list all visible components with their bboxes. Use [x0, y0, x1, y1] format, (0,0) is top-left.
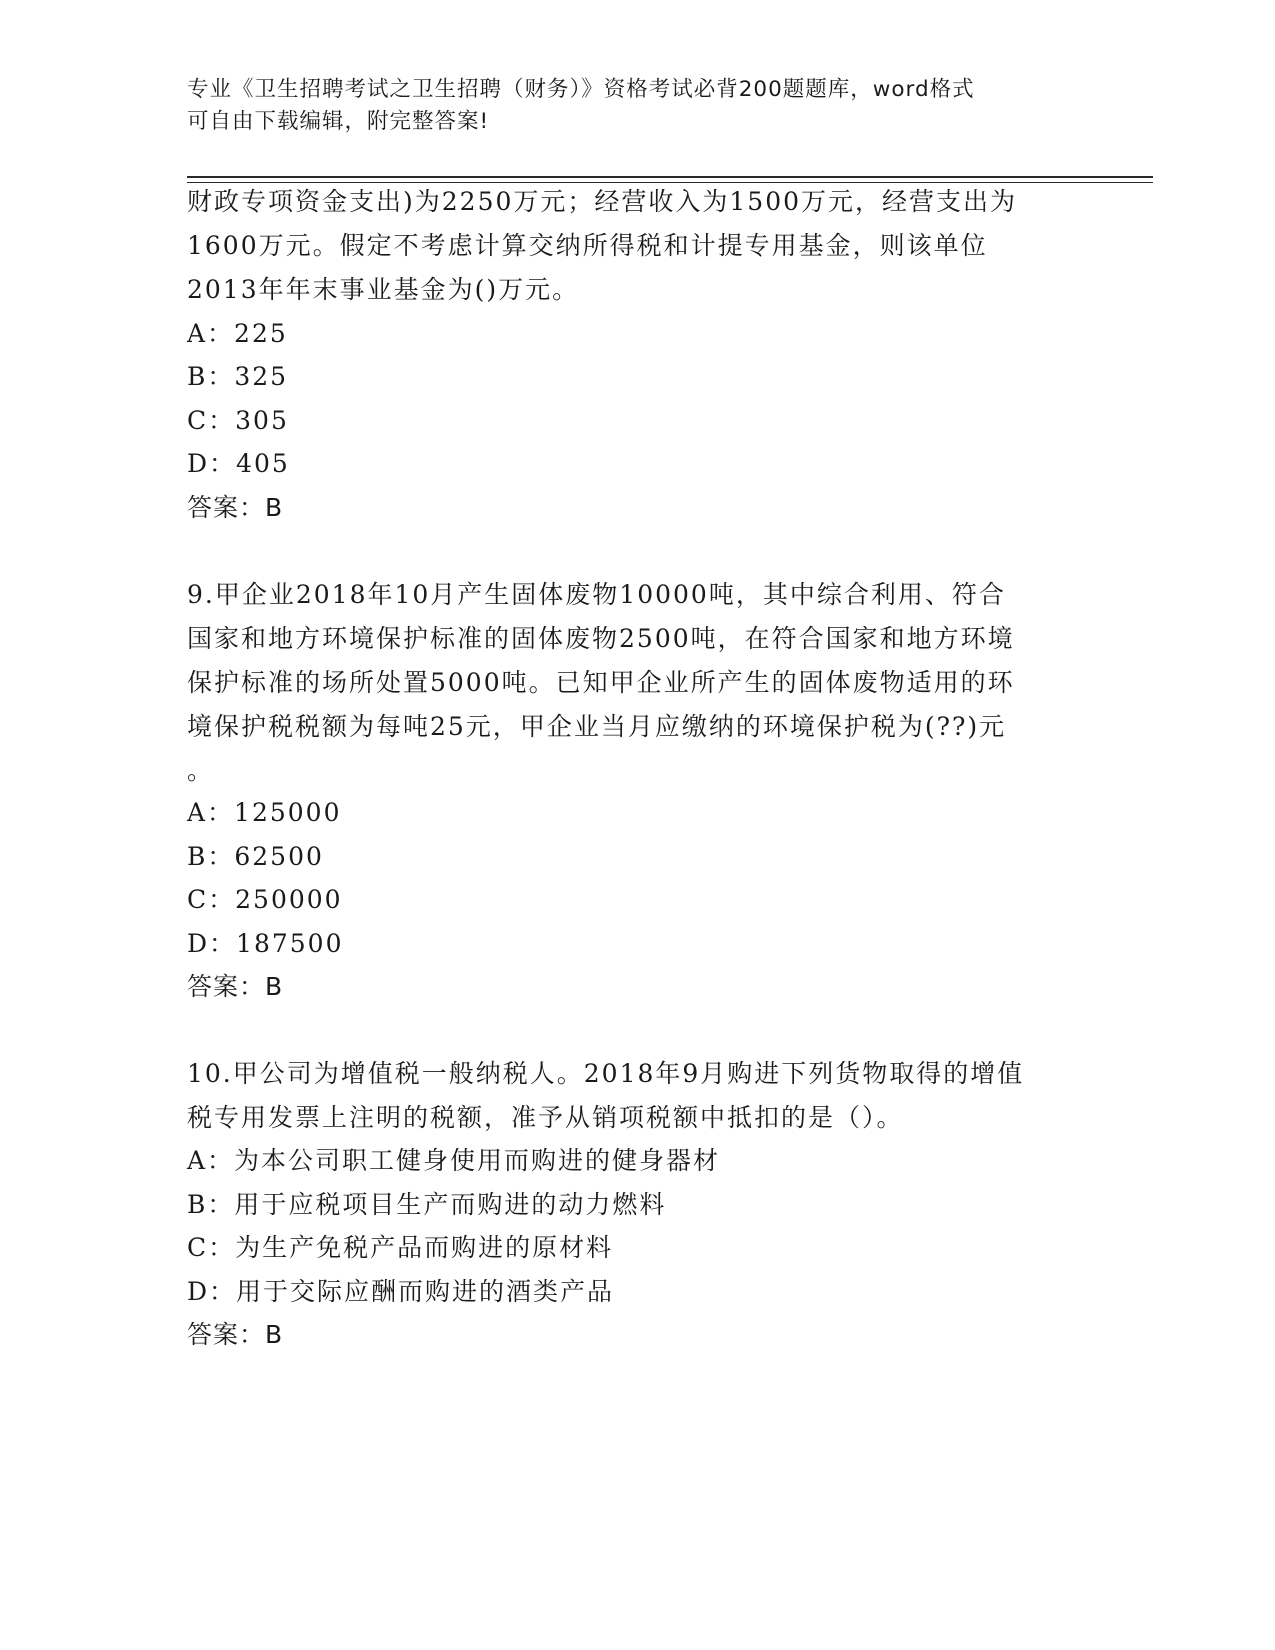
q10-answer: 答案：B	[187, 1320, 284, 1349]
q8-option-c: C：305	[187, 406, 289, 435]
q8-text-line: 财政专项资金支出)为2250万元；经营收入为1500万元，经营支出为	[187, 187, 1018, 216]
header-title-line-1: 专业《卫生招聘考试之卫生招聘（财务）》资格考试必背200题题库，word格式	[187, 77, 975, 102]
q9-text-line: 。	[187, 756, 215, 785]
q9-text-line: 国家和地方环境保护标准的固体废物2500吨，在符合国家和地方环境	[187, 624, 1015, 653]
q8-answer: 答案：B	[187, 493, 284, 522]
q8-text-line: 2013年年末事业基金为()万元。	[187, 275, 580, 304]
q9-option-c: C：250000	[187, 885, 343, 914]
q10-text-line: 10.甲公司为增值税一般纳税人。2018年9月购进下列货物取得的增值	[187, 1059, 1025, 1088]
q8-option-a: A：225	[187, 319, 288, 348]
q10-option-a: A：为本公司职工健身使用而购进的健身器材	[187, 1146, 721, 1175]
q10-option-b: B：用于应税项目生产而购进的动力燃料	[187, 1190, 667, 1219]
q9-text-line: 境保护税税额为每吨25元，甲企业当月应缴纳的环境保护税为(??)元	[187, 712, 1007, 741]
q9-option-a: A：125000	[187, 798, 342, 827]
q10-option-c: C：为生产免税产品而购进的原材料	[187, 1233, 614, 1262]
q9-answer: 答案：B	[187, 972, 284, 1001]
q9-option-d: D：187500	[187, 929, 344, 958]
header-divider-thin	[187, 182, 1153, 183]
q9-option-b: B：62500	[187, 842, 324, 871]
q9-text-line: 9.甲企业2018年10月产生固体废物10000吨，其中综合利用、符合	[187, 580, 1006, 609]
q8-option-b: B：325	[187, 362, 289, 391]
q8-option-d: D：405	[187, 449, 290, 478]
header-divider-thick	[187, 176, 1153, 178]
q10-text-line: 税专用发票上注明的税额，准予从销项税额中抵扣的是（）。	[187, 1103, 904, 1132]
header-title-line-2: 可自由下载编辑，附完整答案!	[187, 109, 490, 134]
q9-text-line: 保护标准的场所处置5000吨。已知甲企业所产生的固体废物适用的环	[187, 668, 1015, 697]
q10-option-d: D：用于交际应酬而购进的酒类产品	[187, 1277, 615, 1306]
q8-text-line: 1600万元。假定不考虑计算交纳所得税和计提专用基金，则该单位	[187, 231, 988, 260]
document-header	[187, 74, 1087, 138]
